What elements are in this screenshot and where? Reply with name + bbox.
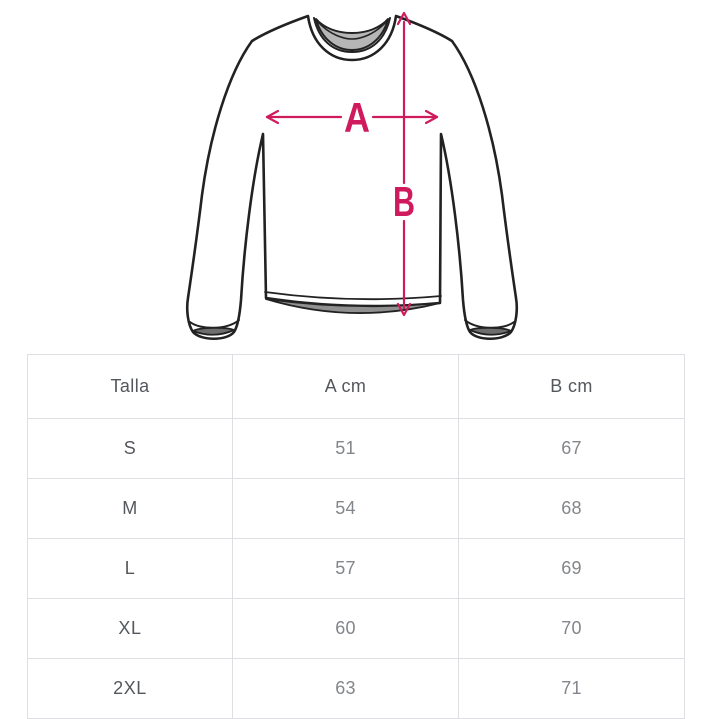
a-value-cell: 63 bbox=[233, 659, 459, 719]
table-row bbox=[28, 659, 685, 719]
a-value-cell: 54 bbox=[233, 479, 459, 539]
a-value-cell: 57 bbox=[233, 539, 459, 599]
col-header-size: Talla bbox=[28, 355, 233, 419]
a-value-cell: 51 bbox=[233, 419, 459, 479]
collar-inner-fill bbox=[316, 19, 388, 50]
b-value-cell: 69 bbox=[459, 539, 685, 599]
width-arrow-label: A bbox=[344, 94, 370, 141]
a-value-cell: 60 bbox=[233, 599, 459, 659]
size-table bbox=[27, 354, 685, 719]
col-header-b: B cm bbox=[459, 355, 685, 419]
b-value-cell: 70 bbox=[459, 599, 685, 659]
size-cell: M bbox=[28, 479, 233, 539]
size-cell: S bbox=[28, 419, 233, 479]
table-header-row bbox=[28, 355, 685, 419]
sweater-body-outline bbox=[187, 16, 517, 339]
sweater-illustration bbox=[0, 0, 717, 353]
size-cell: XL bbox=[28, 599, 233, 659]
garment-measurement-diagram bbox=[0, 0, 717, 353]
table-row bbox=[28, 479, 685, 539]
table-row bbox=[28, 599, 685, 659]
length-arrow-label: B bbox=[393, 178, 415, 225]
b-value-cell: 68 bbox=[459, 479, 685, 539]
size-cell: 2XL bbox=[28, 659, 233, 719]
b-value-cell: 71 bbox=[459, 659, 685, 719]
size-cell: L bbox=[28, 539, 233, 599]
b-value-cell: 67 bbox=[459, 419, 685, 479]
table-row bbox=[28, 539, 685, 599]
table-row bbox=[28, 419, 685, 479]
col-header-a: A cm bbox=[233, 355, 459, 419]
